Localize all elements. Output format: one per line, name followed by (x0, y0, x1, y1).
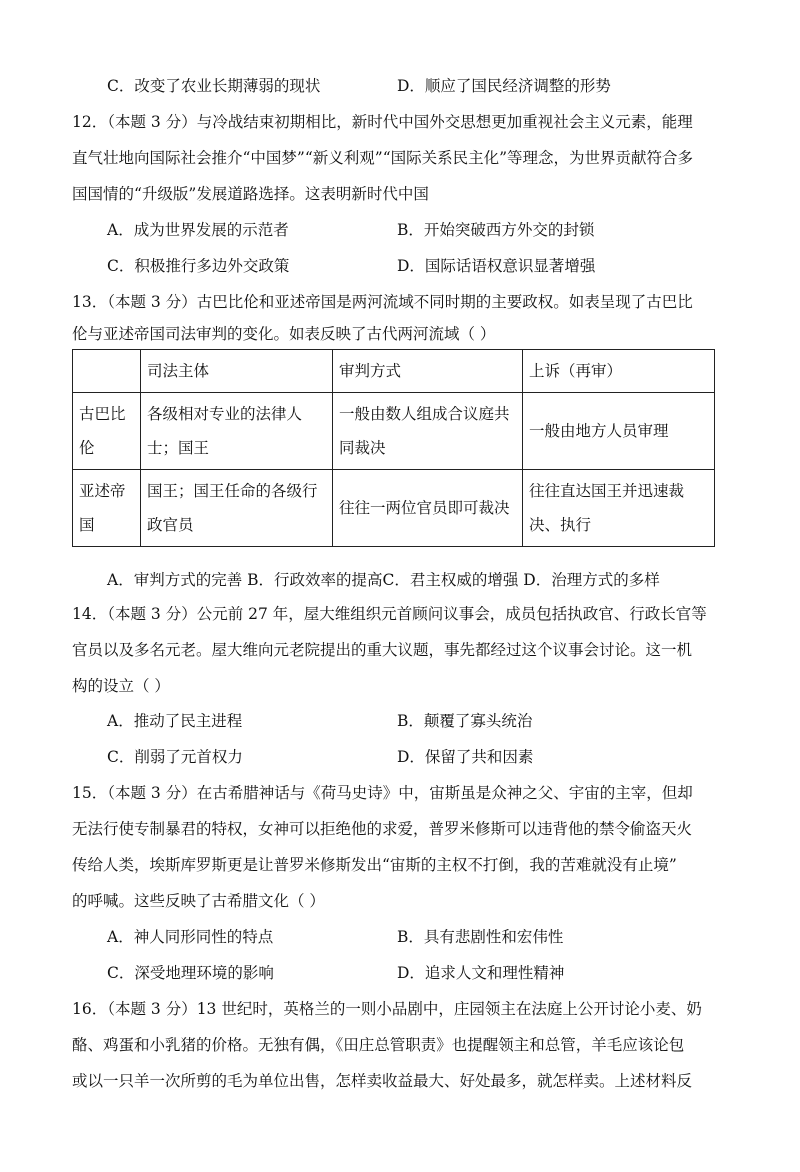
table-cell: 一般由数人组成合议庭共同裁决 (333, 393, 523, 470)
q13-stem-line-1: 13．（本题 3 分）古巴比伦和亚述帝国是两河流域不同时期的主要政权。如表呈现了古巴比 (72, 293, 693, 311)
q15-option-b: B．具有悲剧性和宏伟性 (397, 928, 564, 946)
q16-stem-line-1: 16．（本题 3 分）13 世纪时，英格兰的一则小品剧中，庄园领主在法庭上公开讨论小麦、奶 (72, 1000, 702, 1018)
table-header-cell: 上诉（再审） (523, 350, 715, 393)
table-cell: 往往一两位官员即可裁决 (333, 470, 523, 547)
table-row (73, 470, 715, 547)
table-cell: 往往直达国王并迅速裁决、执行 (523, 470, 715, 547)
q15-stem-line-1: 15．（本题 3 分）在古希腊神话与《荷马史诗》中，宙斯虽是众神之父、宇宙的主宰，但却 (72, 784, 693, 802)
q14-option-b: B．颠覆了寡头统治 (397, 712, 533, 730)
q13-stem-line-2: 伦与亚述帝国司法审判的变化。如表反映了古代两河流域（ ） (72, 325, 496, 343)
q13-options-line: A．审判方式的完善 B．行政效率的提高C．君主权威的增强 D．治理方式的多样 (107, 571, 660, 589)
q14-option-d: D．保留了共和因素 (397, 748, 534, 766)
q15-stem-line-2: 无法行使专制暴君的特权，女神可以拒绝他的求爱，普罗米修斯可以违背他的禁令偷盗天火 (72, 820, 693, 838)
q12-option-b: B．开始突破西方外交的封锁 (397, 221, 595, 239)
table-row (73, 393, 715, 470)
table-cell: 古巴比伦 (73, 393, 141, 470)
q14-option-c: C．削弱了元首权力 (107, 748, 243, 766)
table-cell: 国王；国王任命的各级行政官员 (141, 470, 333, 547)
q12-stem-line-2: 直气壮地向国际社会推介“中国梦”“新义利观”“国际关系民主化”等理念，为世界贡献符合多 (72, 149, 694, 167)
q16-stem-line-3: 或以一只羊一次所剪的毛为单位出售，怎样卖收益最大、好处最多，就怎样卖。上述材料反 (72, 1072, 693, 1090)
q15-stem-line-4: 的呼喊。这些反映了古希腊文化（ ） (72, 892, 325, 910)
table-cell: 各级相对专业的法律人士；国王 (141, 393, 333, 470)
q15-option-d: D．追求人文和理性精神 (397, 964, 565, 982)
q12-option-d: D．国际话语权意识显著增强 (397, 257, 596, 275)
q14-option-a: A．推动了民主进程 (107, 712, 243, 730)
table-header-cell: 审判方式 (333, 350, 523, 393)
table-header-cell: 司法主体 (141, 350, 333, 393)
table-cell: 一般由地方人员审理 (523, 393, 715, 470)
q14-stem-line-2: 官员以及多名元老。屋大维向元老院提出的重大议题，事先都经过这个议事会讨论。这一机 (72, 641, 693, 659)
q11-option-d: D．顺应了国民经济调整的形势 (397, 77, 611, 95)
q12-stem-line-3: 国国情的“升级版”发展道路选择。这表明新时代中国 (72, 185, 429, 203)
q12-stem-line-1: 12．（本题 3 分）与冷战结束初期相比，新时代中国外交思想更加重视社会主义元素，能理 (72, 113, 693, 131)
q12-option-a: A．成为世界发展的示范者 (107, 221, 289, 239)
q14-stem-line-3: 构的设立（ ） (72, 677, 170, 695)
q16-stem-line-2: 酪、鸡蛋和小乳猪的价格。无独有偶，《田庄总管职责》也提醒领主和总管，羊毛应该论包 (72, 1036, 685, 1054)
table-header-cell (73, 350, 141, 393)
q15-option-c: C．深受地理环境的影响 (107, 964, 274, 982)
q14-stem-line-1: 14．（本题 3 分）公元前 27 年，屋大维组织元首顾问议事会，成员包括执政官、行政长官等 (72, 605, 707, 623)
q11-option-c: C．改变了农业长期薄弱的现状 (107, 77, 321, 95)
q15-stem-line-3: 传给人类，埃斯库罗斯更是让普罗米修斯发出“宙斯的主权不打倒，我的苦难就没有止境” (72, 856, 677, 874)
q12-option-c: C．积极推行多边外交政策 (107, 257, 290, 275)
table-header-row (73, 350, 715, 393)
judicial-comparison-table (72, 349, 715, 547)
table-cell: 亚述帝国 (73, 470, 141, 547)
q15-option-a: A．神人同形同性的特点 (107, 928, 274, 946)
